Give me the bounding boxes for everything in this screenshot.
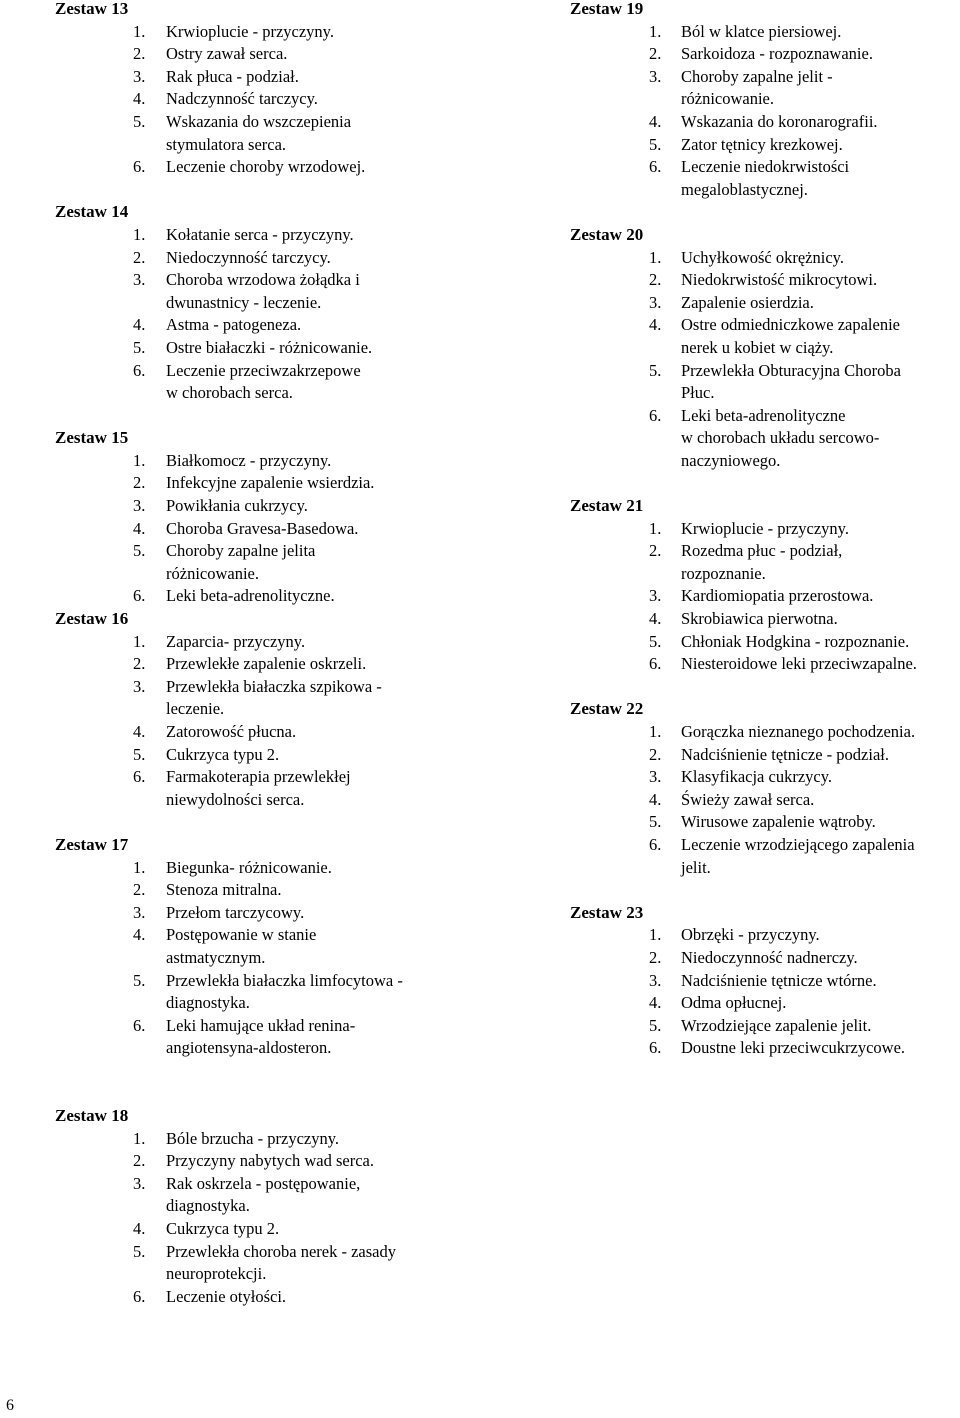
item-number: 5.	[133, 111, 146, 131]
list-item	[55, 1015, 485, 1060]
item-number: 3.	[649, 970, 662, 990]
item-number: 1.	[133, 857, 146, 877]
spacer	[570, 201, 960, 224]
item-text: Rozedma płuc - podział, rozpoznanie.	[681, 541, 843, 583]
item-number: 2.	[133, 880, 146, 900]
item-text: Przewlekła białaczka szpikowa - leczenie.	[166, 676, 382, 719]
list-item	[570, 66, 960, 111]
item-number: 3.	[133, 270, 146, 290]
list-item	[55, 631, 485, 654]
list-item	[570, 518, 960, 541]
item-number: 3.	[649, 586, 662, 606]
item-number: 2.	[649, 541, 662, 561]
item-text: Wrzodziejące zapalenie jelit.	[681, 1015, 872, 1035]
set-title: Zestaw 15	[55, 428, 129, 448]
item-number: 2.	[133, 247, 146, 267]
list-item	[570, 405, 960, 473]
item-number: 1.	[649, 21, 662, 41]
item-number: 5.	[133, 541, 146, 561]
item-text: Infekcyjne zapalenie wsierdzia.	[166, 473, 375, 493]
list-item	[570, 924, 960, 947]
list-item	[55, 1241, 485, 1286]
set-title: Zestaw 22	[570, 699, 644, 719]
item-number: 5.	[649, 812, 662, 832]
item-text: Obrzęki - przyczyny.	[681, 925, 820, 945]
set-title: Zestaw 19	[570, 0, 644, 18]
list-item	[570, 721, 960, 744]
list-item	[570, 247, 960, 270]
list-item	[55, 360, 485, 405]
list-item	[570, 134, 960, 157]
item-text: Uchyłkowość okrężnicy.	[681, 247, 844, 267]
spacer	[570, 879, 960, 902]
list-item	[55, 653, 485, 676]
set-title: Zestaw 23	[570, 902, 644, 922]
item-number: 2.	[649, 44, 662, 64]
exam-set	[570, 902, 960, 1060]
item-number: 4.	[649, 609, 662, 629]
list-item	[570, 653, 960, 676]
item-text: Klasyfikacja cukrzycy.	[681, 767, 833, 787]
item-text: Biegunka- różnicowanie.	[166, 857, 332, 877]
exam-set	[55, 201, 485, 404]
item-number: 5.	[649, 134, 662, 154]
item-number: 6.	[133, 1015, 146, 1035]
item-text: Bóle brzucha - przyczyny.	[166, 1128, 340, 1148]
list-item	[55, 66, 485, 89]
item-text: Nadczynność tarczycy.	[166, 89, 318, 109]
list-item	[55, 450, 485, 473]
spacer	[55, 1060, 485, 1083]
item-number: 3.	[133, 676, 146, 696]
item-number: 3.	[649, 767, 662, 787]
item-text: Leki hamujące układ renina- angiotensyna-aldosteron.	[166, 1015, 356, 1058]
item-number: 6.	[133, 767, 146, 787]
list-item	[55, 314, 485, 337]
item-number: 2.	[133, 1151, 146, 1171]
item-number: 3.	[133, 1173, 146, 1193]
item-number: 4.	[133, 925, 146, 945]
item-number: 4.	[649, 315, 662, 335]
item-number: 4.	[133, 1219, 146, 1239]
item-text: Zapalenie osierdzia.	[681, 292, 814, 312]
item-number: 6.	[649, 1038, 662, 1058]
item-number: 5.	[133, 337, 146, 357]
list-item	[55, 676, 485, 721]
list-item	[55, 970, 485, 1015]
item-text: Kardiomiopatia przerostowa.	[681, 586, 874, 606]
item-number: 5.	[649, 1015, 662, 1035]
item-text: Wirusowe zapalenie wątroby.	[681, 812, 876, 832]
list-item	[55, 540, 485, 585]
list-item	[570, 360, 960, 405]
list-item	[570, 1015, 960, 1038]
exam-set	[55, 834, 485, 1060]
list-item	[55, 247, 485, 270]
item-number: 2.	[133, 473, 146, 493]
item-text: Niedoczynność nadnerczy.	[681, 947, 858, 967]
list-item	[55, 1150, 485, 1173]
item-text: Leczenie otyłości.	[166, 1286, 287, 1306]
item-text: Wskazania do wszczepienia stymulatora serca.	[166, 111, 352, 154]
item-text: Leczenie wrzodziejącego zapalenia jelit.	[681, 834, 915, 877]
item-number: 4.	[649, 993, 662, 1013]
item-text: Chłoniak Hodgkina - rozpoznanie.	[681, 631, 910, 651]
list-item	[570, 766, 960, 789]
item-number: 3.	[133, 496, 146, 516]
item-text: Niedokrwistość mikrocytowi.	[681, 270, 878, 290]
item-number: 4.	[133, 315, 146, 335]
list-item	[570, 947, 960, 970]
item-text: Kołatanie serca - przyczyny.	[166, 224, 354, 244]
item-text: Odma opłucnej.	[681, 993, 787, 1013]
spacer	[55, 405, 485, 428]
list-item	[55, 337, 485, 360]
item-number: 5.	[133, 970, 146, 990]
item-text: Ból w klatce piersiowej.	[681, 21, 842, 41]
list-item	[570, 608, 960, 631]
list-item	[55, 879, 485, 902]
item-number: 5.	[649, 360, 662, 380]
item-number: 2.	[649, 744, 662, 764]
exam-set	[55, 608, 485, 811]
list-item	[570, 834, 960, 879]
item-text: Sarkoidoza - rozpoznawanie.	[681, 44, 873, 64]
item-number: 2.	[133, 44, 146, 64]
item-number: 6.	[133, 586, 146, 606]
item-text: Leczenie niedokrwistości megaloblastycznej.	[681, 157, 850, 199]
set-title: Zestaw 13	[55, 0, 129, 18]
item-text: Cukrzyca typu 2.	[166, 744, 280, 764]
item-text: Rak płuca - podział.	[166, 66, 299, 86]
item-text: Astma - patogeneza.	[166, 315, 302, 335]
item-text: Leki beta-adrenolityczne.	[166, 586, 335, 606]
item-number: 1.	[133, 21, 146, 41]
set-title: Zestaw 14	[55, 202, 129, 222]
exam-set	[55, 0, 485, 179]
item-number: 6.	[649, 405, 662, 425]
list-item	[570, 1037, 960, 1060]
item-text: Choroba wrzodowa żołądka i dwunastnicy - leczenie.	[166, 270, 360, 312]
spacer	[55, 179, 485, 202]
item-number: 2.	[133, 654, 146, 674]
list-item	[570, 269, 960, 292]
item-text: Choroby zapalne jelit - różnicowanie.	[681, 66, 833, 109]
list-item	[570, 789, 960, 812]
item-text: Leki beta-adrenolityczne w chorobach układu sercowo- naczyniowego.	[681, 405, 880, 470]
list-item	[570, 292, 960, 315]
item-number: 1.	[133, 1128, 146, 1148]
item-number: 4.	[133, 518, 146, 538]
list-item	[570, 970, 960, 993]
item-number: 6.	[133, 157, 146, 177]
item-number: 1.	[649, 722, 662, 741]
set-title: Zestaw 21	[570, 496, 644, 516]
list-item	[55, 924, 485, 969]
spacer	[55, 1083, 485, 1106]
item-number: 3.	[133, 902, 146, 922]
item-number: 4.	[649, 111, 662, 131]
item-number: 5.	[133, 744, 146, 764]
list-item	[55, 902, 485, 925]
item-text: Przewlekła choroba nerek - zasady neuroprotekcji.	[166, 1241, 396, 1284]
list-item	[55, 857, 485, 880]
list-item	[570, 585, 960, 608]
item-text: Przewlekła Obturacyjna Choroba Płuc.	[681, 360, 901, 403]
set-title: Zestaw 16	[55, 609, 129, 629]
item-text: Zatorowość płucna.	[166, 722, 297, 741]
list-item	[55, 43, 485, 66]
item-text: Zator tętnicy krezkowej.	[681, 134, 843, 154]
item-text: Ostry zawał serca.	[166, 44, 288, 64]
exam-set	[570, 698, 960, 879]
item-text: Krwioplucie - przyczyny.	[166, 21, 334, 41]
set-title: Zestaw 20	[570, 224, 644, 244]
item-text: Niedoczynność tarczycy.	[166, 247, 331, 267]
list-item	[570, 631, 960, 654]
item-text: Krwioplucie - przyczyny.	[681, 518, 849, 538]
set-title: Zestaw 17	[55, 834, 129, 854]
list-item	[570, 744, 960, 767]
right-column	[570, 0, 960, 1060]
list-item	[55, 111, 485, 156]
list-item	[55, 21, 485, 44]
item-text: Białkomocz - przyczyny.	[166, 450, 332, 470]
item-number: 2.	[649, 270, 662, 290]
list-item	[55, 269, 485, 314]
list-item	[55, 1173, 485, 1218]
item-number: 5.	[649, 631, 662, 651]
list-item	[570, 21, 960, 44]
exam-set	[570, 495, 960, 676]
item-text: Stenoza mitralna.	[166, 880, 282, 900]
item-number: 1.	[649, 518, 662, 538]
list-item	[570, 811, 960, 834]
item-text: Przewlekłe zapalenie oskrzeli.	[166, 654, 367, 674]
set-title: Zestaw 18	[55, 1106, 129, 1126]
item-text: Rak oskrzela - postępowanie, diagnostyka.	[166, 1173, 361, 1216]
item-text: Cukrzyca typu 2.	[166, 1219, 280, 1239]
item-text: Gorączka nieznanego pochodzenia.	[681, 722, 916, 741]
list-item	[55, 224, 485, 247]
list-item	[55, 518, 485, 541]
left-column	[55, 0, 485, 1308]
item-text: Choroby zapalne jelita różnicowanie.	[166, 541, 316, 583]
exam-set	[570, 224, 960, 473]
list-item	[55, 585, 485, 608]
list-item	[55, 1128, 485, 1151]
list-item	[55, 472, 485, 495]
item-text: Przełom tarczycowy.	[166, 902, 305, 922]
page-number: 6	[6, 1397, 14, 1414]
list-item	[55, 721, 485, 744]
item-text: Nadciśnienie tętnicze - podział.	[681, 744, 889, 764]
item-text: Doustne leki przeciwcukrzycowe.	[681, 1038, 906, 1058]
item-text: Świeży zawał serca.	[681, 789, 815, 809]
list-item	[570, 43, 960, 66]
item-text: Skrobiawica pierwotna.	[681, 609, 838, 629]
item-text: Przyczyny nabytych wad serca.	[166, 1151, 374, 1171]
list-item	[55, 1218, 485, 1241]
spacer	[55, 811, 485, 834]
exam-set	[55, 1105, 485, 1308]
item-text: Choroba Gravesa-Basedowa.	[166, 518, 359, 538]
item-text: Leczenie choroby wrzodowej.	[166, 157, 366, 177]
item-number: 6.	[649, 157, 662, 177]
spacer	[570, 676, 960, 699]
item-number: 4.	[133, 722, 146, 741]
item-text: Zaparcia- przyczyny.	[166, 631, 306, 651]
list-item	[55, 766, 485, 811]
list-item	[570, 111, 960, 134]
item-text: Ostre białaczki - różnicowanie.	[166, 337, 373, 357]
item-number: 3.	[649, 292, 662, 312]
item-text: Farmakoterapia przewlekłej niewydolności serca.	[166, 767, 351, 809]
item-number: 6.	[133, 360, 146, 380]
list-item	[55, 744, 485, 767]
list-item	[570, 156, 960, 201]
item-number: 4.	[133, 89, 146, 109]
item-number: 4.	[649, 789, 662, 809]
item-number: 6.	[649, 654, 662, 674]
item-text: Postępowanie w stanie astmatycznym.	[166, 925, 317, 967]
item-number: 5.	[133, 1241, 146, 1261]
item-number: 6.	[649, 834, 662, 854]
list-item	[55, 1286, 485, 1309]
exam-set	[55, 427, 485, 608]
item-number: 6.	[133, 1286, 146, 1306]
item-text: Powikłania cukrzycy.	[166, 496, 308, 516]
item-text: Ostre odmiedniczkowe zapalenie nerek u kobiet w ciąży.	[681, 315, 900, 357]
exam-set	[570, 0, 960, 201]
item-text: Wskazania do koronarografii.	[681, 111, 878, 131]
item-text: Nadciśnienie tętnicze wtórne.	[681, 970, 877, 990]
item-number: 1.	[649, 247, 662, 267]
item-number: 3.	[649, 66, 662, 86]
item-text: Leczenie przeciwzakrzepowe w chorobach serca.	[166, 360, 361, 403]
item-number: 1.	[133, 224, 146, 244]
item-number: 1.	[133, 450, 146, 470]
item-number: 3.	[133, 66, 146, 86]
item-number: 2.	[649, 947, 662, 967]
item-text: Niesteroidowe leki przeciwzapalne.	[681, 654, 917, 674]
list-item	[55, 495, 485, 518]
list-item	[55, 88, 485, 111]
list-item	[570, 992, 960, 1015]
item-text: Przewlekła białaczka limfocytowa - diagnostyka.	[166, 970, 403, 1013]
list-item	[570, 314, 960, 359]
list-item	[570, 540, 960, 585]
list-item	[55, 156, 485, 179]
spacer	[570, 472, 960, 495]
item-number: 1.	[133, 631, 146, 651]
item-number: 1.	[649, 925, 662, 945]
